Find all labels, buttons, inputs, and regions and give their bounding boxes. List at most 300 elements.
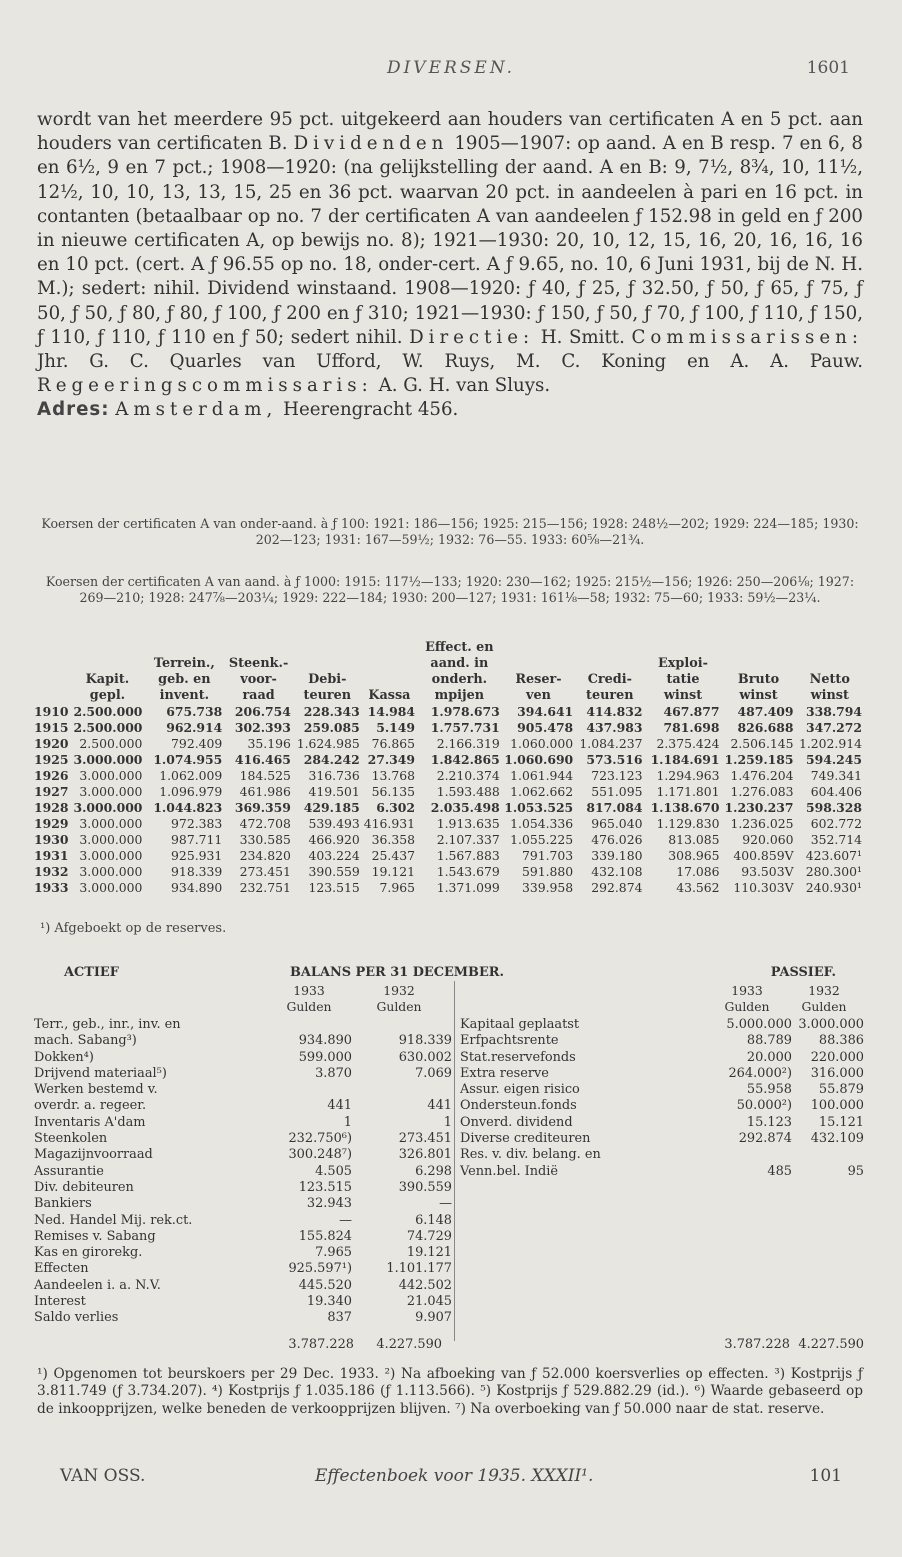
actief-value: 21.045 — [406, 1294, 452, 1310]
fin-value-cell: 302.393 — [234, 720, 291, 735]
passief-row — [454, 1098, 864, 1114]
fin-value-cell: 1.230.237 — [724, 800, 794, 815]
fin-value-cell: 3.000.000 — [79, 832, 143, 847]
fin-value-cell: 1.757.731 — [430, 720, 500, 735]
fin-value-cell: 339.180 — [591, 848, 643, 863]
passief-value: 88.789 — [746, 1033, 792, 1049]
actief-row — [34, 1229, 452, 1245]
adres-street: Heerengracht 456. — [283, 399, 459, 421]
passief-label: Erfpachtsrente — [460, 1033, 559, 1049]
actief-year-1933: 1933 Gulden — [286, 983, 332, 1014]
label-commissarissen: Commissarissen: — [631, 326, 863, 348]
actief-value: 390.559 — [398, 1179, 452, 1195]
fin-value-cell: 1.074.955 — [153, 752, 223, 767]
actief-value: 1.101.177 — [386, 1261, 452, 1277]
fin-value-cell: 487.409 — [737, 704, 794, 719]
fin-value-cell: 817.084 — [586, 800, 643, 815]
actief-value: 630.002 — [398, 1049, 452, 1065]
fin-value-cell: 2.500.000 — [73, 704, 143, 719]
actief-row — [34, 1098, 452, 1114]
passief-row — [454, 1115, 864, 1131]
fin-value-cell: 280.300¹ — [805, 864, 862, 879]
fin-value-cell: 934.890 — [171, 880, 223, 895]
label-dividenden: Dividenden — [293, 133, 449, 155]
fin-col-header: Exploi- tatie winst — [658, 656, 708, 703]
balance-sheet-header — [34, 965, 864, 983]
fin-value-cell: 2.375.424 — [656, 736, 720, 751]
passief-value: 432.109 — [810, 1131, 864, 1147]
adres-city: Amsterdam, — [115, 399, 278, 421]
fin-value-cell: 228.343 — [303, 704, 360, 719]
passief-label: Diverse crediteuren — [460, 1131, 591, 1147]
passief-value: 292.874 — [738, 1131, 792, 1147]
actief-row — [34, 1213, 452, 1229]
fin-value-cell: 573.516 — [586, 752, 643, 767]
actief-value: 326.801 — [398, 1147, 452, 1163]
actief-value: 442.502 — [398, 1277, 452, 1293]
fin-value-cell: 369.359 — [234, 800, 291, 815]
fin-value-cell: 1.593.488 — [436, 784, 500, 799]
actief-value: 32.943 — [306, 1196, 352, 1212]
actief-value: — — [439, 1196, 452, 1212]
fin-value-cell: 925.931 — [171, 848, 223, 863]
actief-row — [34, 1082, 452, 1098]
actief-value: 837 — [327, 1310, 352, 1326]
fin-value-cell: 123.515 — [308, 880, 360, 895]
balance-totals — [34, 1337, 864, 1353]
fin-col-header: Bruto winst — [737, 672, 780, 703]
actief-row — [34, 1033, 452, 1049]
actief-row — [34, 1310, 452, 1326]
actief-label: Bankiers — [34, 1196, 92, 1212]
fin-value-cell: 467.877 — [663, 704, 720, 719]
fin-value-cell: 432.108 — [591, 864, 643, 879]
actief-value: 918.339 — [398, 1033, 452, 1049]
fin-value-cell: 1.842.865 — [430, 752, 500, 767]
fin-value-cell: 987.711 — [171, 832, 223, 847]
fin-value-cell: 93.503V — [741, 864, 794, 879]
passief-row — [454, 1131, 864, 1147]
fin-value-cell: 1.054.336 — [510, 816, 574, 831]
fin-year-cell: 1928 — [34, 800, 69, 815]
passief-value: 15.123 — [746, 1114, 792, 1130]
fin-row — [32, 720, 864, 736]
fin-value-cell: 1.276.083 — [730, 784, 794, 799]
fin-value-cell: 1.060.690 — [504, 752, 574, 767]
fin-value-cell: 429.185 — [303, 800, 360, 815]
fin-value-cell: 17.086 — [676, 864, 720, 879]
passief-label: Onverd. dividend — [460, 1114, 573, 1130]
fin-value-cell: 1.202.914 — [798, 736, 862, 751]
actief-value: 441 — [327, 1098, 352, 1114]
footer-page: 101 — [809, 1466, 842, 1486]
fin-year-cell: 1931 — [34, 848, 69, 863]
fin-year-cell: 1925 — [34, 752, 69, 767]
fin-value-cell: 27.349 — [367, 752, 416, 767]
fin-value-cell: 414.832 — [586, 704, 643, 719]
fin-row — [32, 816, 864, 832]
passief-value: 264.000²) — [728, 1065, 792, 1081]
passief-row — [454, 1033, 864, 1049]
fin-value-cell: 472.708 — [239, 816, 291, 831]
passief-value: 5.000.000 — [726, 1017, 792, 1032]
fin-value-cell: 14.984 — [367, 704, 416, 719]
fin-value-cell: 1.476.204 — [730, 768, 794, 783]
fin-value-cell: 316.736 — [308, 768, 360, 783]
actief-year-1932: 1932 Gulden — [376, 983, 422, 1014]
fin-row — [32, 704, 864, 720]
dividend-text: 1905—1907: op aand. A en B resp. 7 en 6, 8 en 6½, 9 en 7 pct.; 1908—1920: (na gelijkstelling der aand. A en B: 9, 7½, 8¾, 10, 11½, 12½, 10, 10, 13, 13, 15, 25 en 36 pct. waarvan 20 pct. in aandeelen à pari en 16 pct. in contanten (betaalbaar op no. 7 der certificaten A van aandeelen ƒ 152.98 in geld en ƒ 200 in nieuwe certificaten A, op bewijs no. 8); 1921—1930: 20, 10, 12, 15, 16, 20, 16, 16, 16 en 10 pct. (cert. A ƒ 96.55 op no. 18, onder-cert. A ƒ 9.65, no. 10, 6 Juni 1931, bij de N. H. M.); sedert: nihil. Dividend winstaand. 1908—1920: ƒ 40, ƒ 25, ƒ 32.50, ƒ 50, ƒ 65, ƒ 75, ƒ 50, ƒ 50, ƒ 80, ƒ 80, ƒ 100, ƒ 200 en ƒ 310; 1921—1930: ƒ 150, ƒ 50, ƒ 70, ƒ 100, ƒ 110, ƒ 150, ƒ 110, ƒ 110, ƒ 110 en ƒ 50; sedert nihil. — [37, 133, 863, 348]
actief-row — [34, 1294, 452, 1310]
koersen-onder-aand: Koersen der certificaten A van onder-aand. à ƒ 100: 1921: 186—156; 1925: 215—156; 1928: 248½—202; 1929: 224—185; 1930: 202—123; 1931: 167—59½; 1932: 76—55. 1933: 60⅝—21¾. — [41, 516, 859, 547]
passief-label: Ondersteun.fonds — [460, 1098, 577, 1114]
actief-value: 273.451 — [398, 1131, 452, 1147]
passief-value: 15.121 — [818, 1114, 864, 1130]
fin-value-cell: 1.543.679 — [436, 864, 500, 879]
actief-label: Inventaris A'dam — [34, 1114, 146, 1130]
fin-value-cell: 292.874 — [591, 880, 643, 895]
fin-value-cell: 240.930¹ — [805, 880, 862, 895]
fin-value-cell: 232.751 — [239, 880, 291, 895]
fin-value-cell: 2.035.498 — [430, 800, 500, 815]
fin-value-cell: 749.341 — [810, 768, 862, 783]
actief-value: 155.824 — [298, 1228, 352, 1244]
actief-label: Aandeelen i. a. N.V. — [34, 1277, 161, 1293]
fin-value-cell: 792.409 — [171, 736, 223, 751]
actief-value: 19.121 — [406, 1245, 452, 1261]
fin-col-header: Kapit. gepl. — [85, 672, 130, 703]
balance-sheet — [34, 965, 864, 1357]
passief-row — [454, 1050, 864, 1066]
fin-value-cell: 781.698 — [663, 720, 720, 735]
fin-value-cell: 594.245 — [805, 752, 862, 767]
fin-value-cell: 36.358 — [371, 832, 416, 847]
actief-label: Div. debiteuren — [34, 1179, 134, 1195]
fin-value-cell: 1.096.979 — [159, 784, 223, 799]
actief-label: Interest — [34, 1294, 86, 1310]
fin-row — [32, 784, 864, 800]
balans-title: BALANS PER 31 DECEMBER. — [290, 965, 504, 980]
actief-value: 74.729 — [406, 1228, 452, 1244]
description-paragraph — [37, 108, 863, 423]
actief-value: 445.520 — [298, 1277, 352, 1293]
fin-value-cell: 1.978.673 — [430, 704, 500, 719]
actief-label: Steenkolen — [34, 1131, 108, 1147]
fin-value-cell: 43.562 — [676, 880, 720, 895]
actief-value: 6.148 — [415, 1212, 452, 1228]
fin-value-cell: 1.184.691 — [650, 752, 720, 767]
fin-row — [32, 832, 864, 848]
fin-value-cell: 2.500.000 — [73, 720, 143, 735]
fin-col-header: Credi- teuren — [586, 672, 634, 703]
fin-value-cell: 400.859V — [733, 848, 794, 863]
actief-value: 7.069 — [415, 1065, 452, 1081]
actief-row — [34, 1261, 452, 1277]
fin-col-header: Reser- ven — [515, 672, 562, 703]
actief-label: Terr., geb., inr., inv. en — [34, 1017, 181, 1032]
fin-value-cell: 437.983 — [586, 720, 643, 735]
actief-value: 3.870 — [315, 1065, 352, 1081]
running-header — [0, 58, 902, 86]
actief-row — [34, 1050, 452, 1066]
fin-value-cell: 416.931 — [363, 816, 416, 831]
fin-year-cell: 1927 — [34, 784, 69, 799]
passief-row — [454, 1017, 864, 1033]
fin-value-cell: 1.259.185 — [724, 752, 794, 767]
actief-value: 1 — [443, 1114, 452, 1130]
passief-row — [454, 1066, 864, 1082]
passief-label: Venn.bel. Indië — [460, 1163, 559, 1179]
actief-row — [34, 1017, 452, 1033]
fin-value-cell: 675.738 — [166, 704, 223, 719]
page-number: 1601 — [806, 58, 850, 78]
directie-text: H. Smitt. — [540, 326, 625, 348]
actief-row — [34, 1164, 452, 1180]
actief-value: 1 — [343, 1114, 352, 1130]
fin-value-cell: 972.383 — [171, 816, 223, 831]
passief-row — [454, 1082, 864, 1098]
fin-col-header: Netto winst — [809, 672, 850, 703]
actief-row — [34, 1066, 452, 1082]
fin-year-cell: 1933 — [34, 880, 69, 895]
actief-label: Remises v. Sabang — [34, 1228, 156, 1244]
actief-label: Saldo verlies — [34, 1310, 119, 1326]
fin-value-cell: 1.061.944 — [510, 768, 574, 783]
actief-label: Effecten — [34, 1261, 89, 1277]
fin-value-cell: 1.294.963 — [656, 768, 720, 783]
fin-value-cell: 1.129.830 — [656, 816, 720, 831]
fin-value-cell: 604.406 — [810, 784, 862, 799]
financial-history-table — [32, 640, 864, 896]
commissarissen-text: Jhr. G. C. Quarles van Ufford, W. Ruys, M. C. Koning en A. A. Pauw. — [37, 351, 863, 373]
passief-label: Extra reserve — [460, 1065, 549, 1081]
fin-value-cell: 813.085 — [668, 832, 720, 847]
fin-row — [32, 864, 864, 880]
passief-value: 3.000.000 — [798, 1017, 864, 1032]
fin-row — [32, 800, 864, 816]
actief-label: Ned. Handel Mij. rek.ct. — [34, 1212, 193, 1228]
fin-value-cell: 394.641 — [517, 704, 574, 719]
passief-value: 316.000 — [810, 1065, 864, 1081]
fin-value-cell: 338.794 — [805, 704, 862, 719]
passief-label: Stat.reservefonds — [460, 1049, 576, 1065]
actief-value: 19.340 — [306, 1294, 352, 1310]
actief-value: 6.298 — [415, 1163, 452, 1179]
actief-row — [34, 1245, 452, 1261]
passief-row — [454, 1147, 864, 1163]
fin-year-cell: 1932 — [34, 864, 69, 879]
label-directie: Directie: — [409, 326, 535, 348]
fin-value-cell: 905.478 — [517, 720, 574, 735]
actief-label: mach. Sabang³) — [34, 1033, 137, 1049]
fin-value-cell: 2.506.145 — [730, 736, 794, 751]
fin-value-cell: 423.607¹ — [805, 848, 862, 863]
fin-value-cell: 403.224 — [308, 848, 360, 863]
fin-value-cell: 1.053.525 — [504, 800, 574, 815]
actief-title: ACTIEF — [64, 965, 119, 980]
actief-value: 9.907 — [415, 1310, 452, 1326]
fin-value-cell: 826.688 — [737, 720, 794, 735]
fin-col-header: Steenk.- voor- raad — [228, 656, 289, 703]
fin-value-cell: 466.920 — [308, 832, 360, 847]
running-title: DIVERSEN. — [386, 58, 516, 78]
passief-value: 55.879 — [818, 1082, 864, 1098]
actief-row — [34, 1278, 452, 1294]
fin-value-cell: 965.040 — [591, 816, 643, 831]
passief-label: Kapitaal geplaatst — [460, 1017, 580, 1032]
fin-value-cell: 1.236.025 — [730, 816, 794, 831]
fin-value-cell: 56.135 — [371, 784, 416, 799]
fin-value-cell: 13.768 — [371, 768, 416, 783]
fin-value-cell: 3.000.000 — [79, 848, 143, 863]
fin-value-cell: 962.914 — [166, 720, 223, 735]
actief-label: Werken bestemd v. — [34, 1082, 158, 1098]
fin-year-cell: 1930 — [34, 832, 69, 847]
passief-label: Assur. eigen risico — [460, 1082, 580, 1098]
fin-value-cell: 1.084.237 — [579, 736, 643, 751]
fin-row — [32, 768, 864, 784]
fin-year-cell: 1910 — [34, 704, 69, 719]
fin-value-cell: 1.371.099 — [436, 880, 500, 895]
intro-text: wordt van het meerdere 95 pct. uitgekeerd aan houders van certificaten A en 5 pct. aan houders van certificaten B. — [37, 109, 863, 155]
actief-label: Assurantie — [34, 1163, 104, 1179]
footer-book-title: Effectenboek voor 1935. XXXII¹. — [315, 1466, 594, 1486]
fin-value-cell: 461.986 — [239, 784, 291, 799]
fin-value-cell: 347.272 — [805, 720, 862, 735]
fin-row — [32, 848, 864, 864]
fin-value-cell: 390.559 — [308, 864, 360, 879]
fin-value-cell: 2.500.000 — [79, 736, 143, 751]
actief-row — [34, 1115, 452, 1131]
fin-value-cell: 3.000.000 — [79, 784, 143, 799]
fin-col-header — [32, 640, 71, 704]
fin-row — [32, 752, 864, 768]
fin-value-cell: 791.703 — [521, 848, 574, 863]
passief-value: 485 — [767, 1163, 792, 1179]
actief-label: Magazijnvoorraad — [34, 1147, 153, 1163]
actief-label: Kas en girorekg. — [34, 1245, 143, 1261]
fin-value-cell: 19.121 — [371, 864, 416, 879]
fin-value-cell: 419.501 — [308, 784, 360, 799]
actief-label: Drijvend materiaal⁵) — [34, 1065, 167, 1081]
fin-value-cell: 3.000.000 — [79, 880, 143, 895]
regeeringscommissaris-text: A. G. H. van Sluys. — [378, 375, 551, 397]
company-description — [37, 108, 863, 423]
actief-row — [34, 1147, 452, 1163]
actief-value: 123.515 — [298, 1179, 352, 1195]
fin-value-cell: 352.714 — [810, 832, 862, 847]
fin-value-cell: 1.060.000 — [510, 736, 574, 751]
fin-value-cell: 259.085 — [303, 720, 360, 735]
fin-value-cell: 3.000.000 — [73, 800, 143, 815]
fin-value-cell: 598.328 — [805, 800, 862, 815]
financial-table-body — [32, 704, 864, 896]
actief-label: overdr. a. regeer. — [34, 1098, 147, 1114]
footer-author: VAN OSS. — [60, 1466, 146, 1486]
actief-value: 441 — [427, 1098, 452, 1114]
fin-value-cell: 1.062.662 — [510, 784, 574, 799]
passief-value: 220.000 — [810, 1049, 864, 1065]
fin-value-cell: 234.820 — [239, 848, 291, 863]
passief-value: 50.000²) — [736, 1098, 792, 1114]
passief-year-1933: 1933 Gulden — [724, 983, 770, 1014]
total-passief-1933: 3.787.228 — [724, 1337, 790, 1352]
total-actief-1932: 4.227.590 — [376, 1337, 442, 1352]
actief-value: 300.248⁷) — [288, 1147, 352, 1163]
fin-year-cell: 1926 — [34, 768, 69, 783]
fin-value-cell: 1.567.883 — [436, 848, 500, 863]
fin-value-cell: 25.437 — [371, 848, 416, 863]
table-footnote: ¹) Afgeboekt op de reserves. — [40, 921, 227, 936]
passief-value: 95 — [847, 1163, 864, 1179]
passief-value: 100.000 — [810, 1098, 864, 1114]
fin-year-cell: 1920 — [34, 736, 69, 751]
fin-value-cell: 3.000.000 — [79, 816, 143, 831]
fin-value-cell: 723.123 — [591, 768, 643, 783]
fin-value-cell: 7.965 — [379, 880, 416, 895]
total-passief-1932: 4.227.590 — [798, 1337, 864, 1352]
fin-value-cell: 76.865 — [371, 736, 416, 751]
actief-row — [34, 1131, 452, 1147]
fin-value-cell: 1.055.225 — [510, 832, 574, 847]
fin-value-cell: 591.880 — [521, 864, 574, 879]
fin-value-cell: 2.210.374 — [436, 768, 500, 783]
fin-value-cell: 1.044.823 — [153, 800, 223, 815]
fin-col-header: Kassa — [368, 688, 411, 703]
fin-value-cell: 3.000.000 — [79, 864, 143, 879]
fin-value-cell: 3.000.000 — [73, 752, 143, 767]
fin-value-cell: 284.242 — [303, 752, 360, 767]
passief-title: PASSIEF. — [770, 965, 836, 980]
passief-label: Res. v. div. belang. en — [460, 1147, 601, 1163]
passief-column — [454, 1017, 864, 1180]
actief-value: — — [339, 1212, 352, 1228]
fin-col-header: Effect. en aand. in onderh. mpijen — [425, 640, 494, 703]
passief-value: 20.000 — [746, 1049, 792, 1065]
fin-value-cell: 273.451 — [239, 864, 291, 879]
balance-notes: ¹) Opgenomen tot beurskoers per 29 Dec. 1933. ²) Na afboeking van ƒ 52.000 koersverlies op effecten. ³) Kostprijs ƒ 3.811.749 (ƒ 3.734.207). ⁴) Kostprijs ƒ 1.035.186 (ƒ 1.113.566). ⁵) Kostprijs ƒ 529.882.29 (id.). ⁶) Waarde gebaseerd op de inkoopprijzen, welke beneden de verkoopprijzen blijven. ⁷) Na overboeking van ƒ 50.000 naar de stat. reserve. — [37, 1366, 863, 1417]
fin-col-header: Terrein., geb. en invent. — [153, 656, 215, 703]
actief-column — [34, 1017, 452, 1327]
page-footer — [0, 1466, 902, 1490]
fin-value-cell: 206.754 — [234, 704, 291, 719]
passief-value: 55.958 — [746, 1082, 792, 1098]
fin-value-cell: 110.303V — [733, 880, 794, 895]
label-regeeringscommissaris: Regeeringscommissaris: — [37, 375, 373, 397]
fin-value-cell: 339.958 — [521, 880, 574, 895]
actief-value: 599.000 — [298, 1049, 352, 1065]
fin-value-cell: 35.196 — [247, 736, 291, 751]
fin-value-cell: 1.171.801 — [656, 784, 720, 799]
passief-year-1932: 1932 Gulden — [801, 983, 847, 1014]
fin-value-cell: 416.465 — [234, 752, 291, 767]
financial-table-head — [32, 640, 864, 704]
fin-value-cell: 1.624.985 — [296, 736, 360, 751]
fin-value-cell: 2.166.319 — [436, 736, 500, 751]
fin-row — [32, 736, 864, 752]
fin-col-header: Debi- teuren — [303, 672, 352, 703]
actief-value: 934.890 — [298, 1033, 352, 1049]
passief-row — [454, 1164, 864, 1180]
fin-value-cell: 5.149 — [376, 720, 416, 735]
fin-value-cell: 551.095 — [591, 784, 643, 799]
total-actief-1933: 3.787.228 — [288, 1337, 354, 1352]
fin-row — [32, 880, 864, 896]
fin-value-cell: 6.302 — [376, 800, 416, 815]
passief-value: 88.386 — [818, 1033, 864, 1049]
fin-value-cell: 308.965 — [668, 848, 720, 863]
label-adres: Adres: — [37, 399, 110, 421]
